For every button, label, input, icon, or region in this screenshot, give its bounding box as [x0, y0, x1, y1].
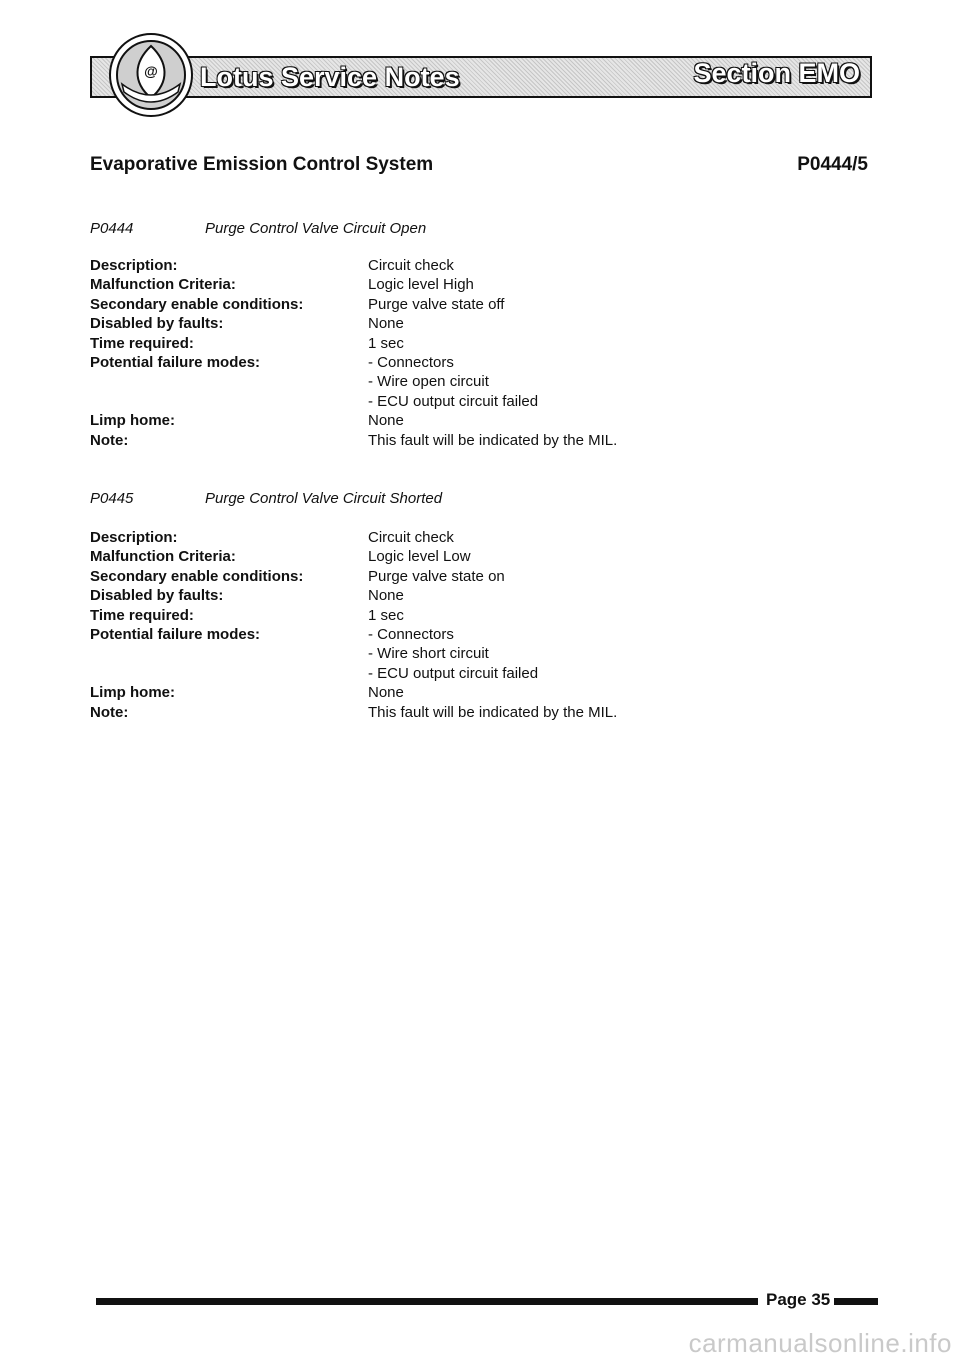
table-row — [90, 275, 690, 294]
table-row — [90, 372, 690, 391]
table-row — [90, 314, 690, 333]
field-label: Description: — [90, 529, 178, 546]
field-label: Description: — [90, 257, 178, 274]
field-label: Time required: — [90, 606, 194, 624]
table-row — [90, 334, 690, 353]
fault-name: Purge Control Valve Circuit Shorted — [205, 490, 443, 507]
field-value: - Connectors — [368, 626, 454, 644]
svg-text:@: @ — [144, 63, 158, 79]
watermark: carmanualsonline.info — [688, 1328, 952, 1358]
page-code: P0444/5 — [797, 154, 868, 175]
fault-name: Purge Control Valve Circuit Open — [205, 220, 427, 237]
field-label: Secondary enable conditions: — [90, 567, 304, 585]
field-value: Circuit check — [368, 257, 454, 274]
page-number: Page 35 — [766, 1290, 831, 1309]
field-label: Time required: — [90, 334, 194, 352]
table-row — [90, 703, 690, 722]
fault-details-table — [90, 528, 690, 722]
field-label — [90, 664, 368, 683]
field-label: Malfunction Criteria: — [90, 548, 236, 566]
field-value: - ECU output circuit failed — [368, 392, 539, 410]
field-value: Purge valve state on — [368, 567, 505, 585]
field-label: Potential failure modes: — [90, 626, 261, 644]
table-row — [90, 411, 690, 430]
fault-code: P0444 — [90, 220, 134, 237]
field-label: Disabled by faults: — [90, 587, 224, 605]
table-row — [90, 528, 690, 547]
table-row — [90, 431, 690, 450]
field-label — [90, 392, 368, 411]
header-title: Lotus Service Notes — [200, 62, 460, 92]
fault-details-table — [90, 256, 690, 450]
table-row — [90, 353, 690, 372]
field-label: Disabled by faults: — [90, 315, 224, 333]
field-label: Note: — [90, 431, 129, 449]
field-value: - Connectors — [368, 354, 454, 372]
table-row — [90, 586, 690, 605]
table-row — [90, 256, 690, 275]
field-label: Secondary enable conditions: — [90, 295, 304, 313]
field-label: Limp home: — [90, 412, 175, 430]
table-row — [90, 392, 690, 411]
field-label: Malfunction Criteria: — [90, 276, 236, 294]
field-value: Circuit check — [368, 529, 454, 546]
field-label — [90, 644, 368, 663]
field-value: None — [368, 315, 404, 333]
table-row — [90, 644, 690, 663]
table-row — [90, 567, 690, 586]
field-value: Logic level High — [368, 276, 474, 294]
fault-code: P0445 — [90, 490, 134, 507]
table-row — [90, 625, 690, 644]
field-value: 1 sec — [368, 606, 404, 624]
table-row — [90, 606, 690, 625]
lotus-logo-icon — [108, 32, 194, 118]
table-row — [90, 547, 690, 566]
footer-divider — [96, 1298, 758, 1305]
field-value: None — [368, 587, 404, 605]
field-value: - ECU output circuit failed — [368, 664, 539, 682]
field-value: None — [368, 684, 404, 702]
page-title: Evaporative Emission Control System — [90, 154, 434, 175]
field-value: This fault will be indicated by the MIL. — [368, 431, 618, 449]
field-value: 1 sec — [368, 334, 404, 352]
field-label: Potential failure modes: — [90, 354, 261, 372]
field-label — [90, 372, 368, 391]
field-value: Logic level Low — [368, 548, 471, 566]
field-value: - Wire short circuit — [368, 645, 489, 663]
table-row — [90, 664, 690, 683]
field-label: Note: — [90, 703, 129, 721]
footer-divider — [834, 1298, 878, 1305]
header-section: Section EMO — [693, 58, 860, 88]
field-value: - Wire open circuit — [368, 373, 489, 391]
field-value: None — [368, 412, 404, 430]
table-row — [90, 683, 690, 702]
field-label: Limp home: — [90, 684, 175, 702]
field-value: This fault will be indicated by the MIL. — [368, 703, 618, 721]
field-value: Purge valve state off — [368, 295, 505, 313]
table-row — [90, 295, 690, 314]
